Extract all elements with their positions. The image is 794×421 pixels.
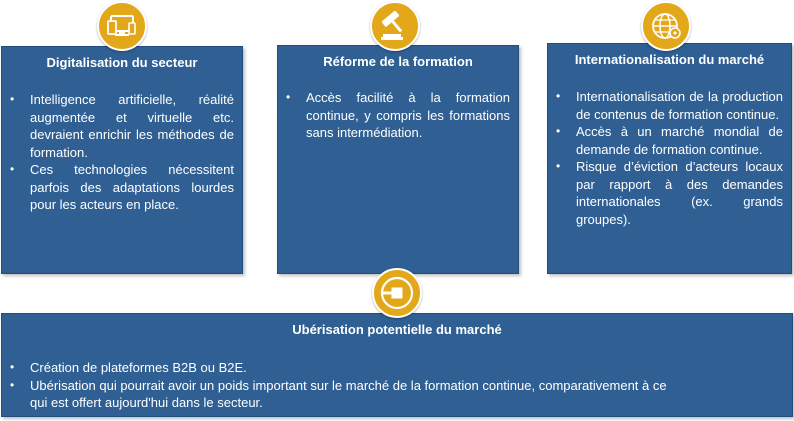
card-digitalisation	[1, 46, 243, 274]
list-item	[548, 123, 791, 158]
card-title: Digitalisation du secteur	[46, 55, 198, 70]
bullet-icon: •	[556, 89, 561, 103]
bullet-text: Ubérisation qui pourrait avoir un poids important sur le marché de la formation continue, comparativement à ce qui est offert aujourd'hui dans le secteur.	[30, 377, 667, 410]
bullet-text: Accès à un marché mondial de demande de formation continue.	[576, 124, 783, 157]
gavel-icon-svg	[372, 3, 418, 49]
globe-icon-svg	[643, 3, 689, 49]
list-item	[2, 161, 242, 214]
card-title: Réforme de la formation	[323, 54, 473, 69]
card-reforme	[277, 45, 519, 274]
bullet-icon: •	[10, 162, 15, 176]
bullet-list	[278, 89, 518, 142]
bullet-list	[2, 91, 242, 214]
devices-icon-svg	[99, 3, 145, 49]
card-internationalisation	[547, 43, 792, 274]
bullet-icon: •	[10, 360, 15, 374]
bullet-icon: •	[556, 124, 561, 138]
bullet-icon: •	[286, 90, 291, 104]
bullet-text: Accès facilité à la formation continue, y compris les formations sans intermédiation.	[306, 90, 510, 140]
bullet-text: Risque d’éviction d’acteurs locaux par rapport à des demandes internationales (ex. grands groupes).	[576, 159, 783, 227]
uber-icon	[372, 268, 422, 318]
bullet-text: Création de plateformes B2B ou B2E.	[30, 360, 247, 375]
bullet-icon: •	[10, 377, 15, 392]
bullet-icon: •	[10, 92, 15, 106]
list-item	[548, 158, 791, 228]
gavel-icon	[370, 1, 420, 51]
list-item	[278, 89, 518, 142]
list-item	[2, 359, 792, 377]
bullet-list	[2, 359, 792, 412]
card-uberisation	[1, 313, 793, 417]
card-title: Internationalisation du marché	[574, 52, 765, 67]
bullet-list	[548, 88, 791, 228]
bullet-text: Internationalisation de la production de contenus de formation continue.	[576, 89, 783, 122]
card-title: Ubérisation potentielle du marché	[292, 322, 502, 337]
list-item	[2, 91, 242, 161]
devices-icon	[97, 1, 147, 51]
uber-icon-svg	[374, 270, 420, 316]
bullet-text: Ces technologies nécessitent parfois des adaptations lourdes pour les acteurs en place.	[30, 162, 234, 212]
bullet-text: Intelligence artificielle, réalité augmentée et virtuelle etc. devraient enrichir les méthodes de formation.	[30, 92, 234, 160]
list-item	[2, 377, 792, 412]
globe-icon	[641, 1, 691, 51]
bullet-icon: •	[556, 159, 561, 173]
list-item	[548, 88, 791, 123]
